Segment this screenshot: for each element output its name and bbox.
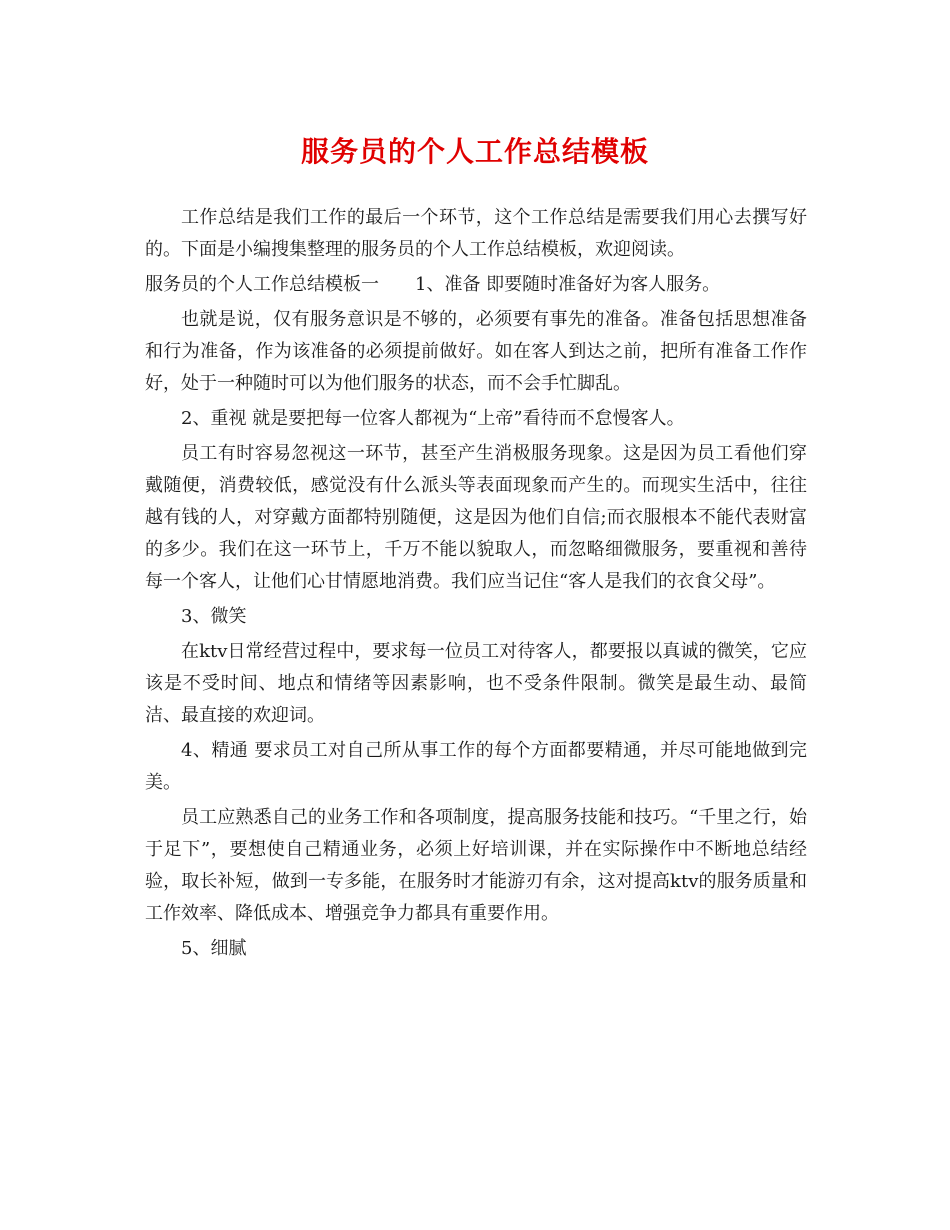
paragraph-meticulous-heading: 5、细腻 [181, 938, 247, 959]
document-title: 服务员的个人工作总结模板 [300, 135, 649, 168]
document-body [145, 202, 807, 968]
paragraph-smile-detail: 在ktv日常经营过程中，要求每一位员工对待客人，都要报以真诚的微笑，它应该是不受时间、地点和情绪等因素影响，也不受条件限制。微笑是最生动、最简洁、最直接的欢迎词。 [145, 641, 807, 726]
paragraph-attention-detail: 员工有时容易忽视这一环节，甚至产生消极服务现象。这是因为员工看他们穿戴随便，消费较低，感觉没有什么派头等表面现象而产生的。而现实生活中，往往越有钱的人，对穿戴方面都特别随便，这是因为他们自信;而衣服根本不能代表财富的多少。我们在这一环节上，千万不能以貌取人，而忽略细微服务，要重视和善待每一个客人，让他们心甘情愿地消费。我们应当记住“客人是我们的衣食父母”。 [145, 443, 807, 592]
paragraph-preparation-detail: 也就是说，仅有服务意识是不够的，必须要有事先的准备。准备包括思想准备和行为准备，作为该准备的必须提前做好。如在客人到达之前，把所有准备工作作好，处于一种随时可以为他们服务的状态，而不会手忙脚乱。 [145, 309, 807, 394]
paragraph-intro: 工作总结是我们工作的最后一个环节，这个工作总结是需要我们用心去撰写好的。下面是小编搜集整理的服务员的个人工作总结模板，欢迎阅读。 [145, 207, 807, 260]
paragraph-smile-heading: 3、微笑 [181, 606, 247, 627]
paragraph-proficiency-detail: 员工应熟悉自己的业务工作和各项制度，提高服务技能和技巧。“千里之行，始于足下”，要想使自己精通业务，必须上好培训课，并在实际操作中不断地总结经验，取长补短，做到一专多能，在服务时才能游刃有余，这对提高ktv的服务质量和工作效率、降低成本、增强竞争力都具有重要作用。 [145, 807, 807, 924]
paragraph-template-heading: 服务员的个人工作总结模板一 1、准备 即要随时准备好为客人服务。 [145, 274, 721, 295]
paragraph-proficiency-heading: 4、精通 要求员工对自己所从事工作的每个方面都要精通，并尽可能地做到完美。 [145, 740, 807, 793]
paragraph-attention-heading: 2、重视 就是要把每一位客人都视为“上帝”看待而不怠慢客人。 [181, 408, 685, 429]
